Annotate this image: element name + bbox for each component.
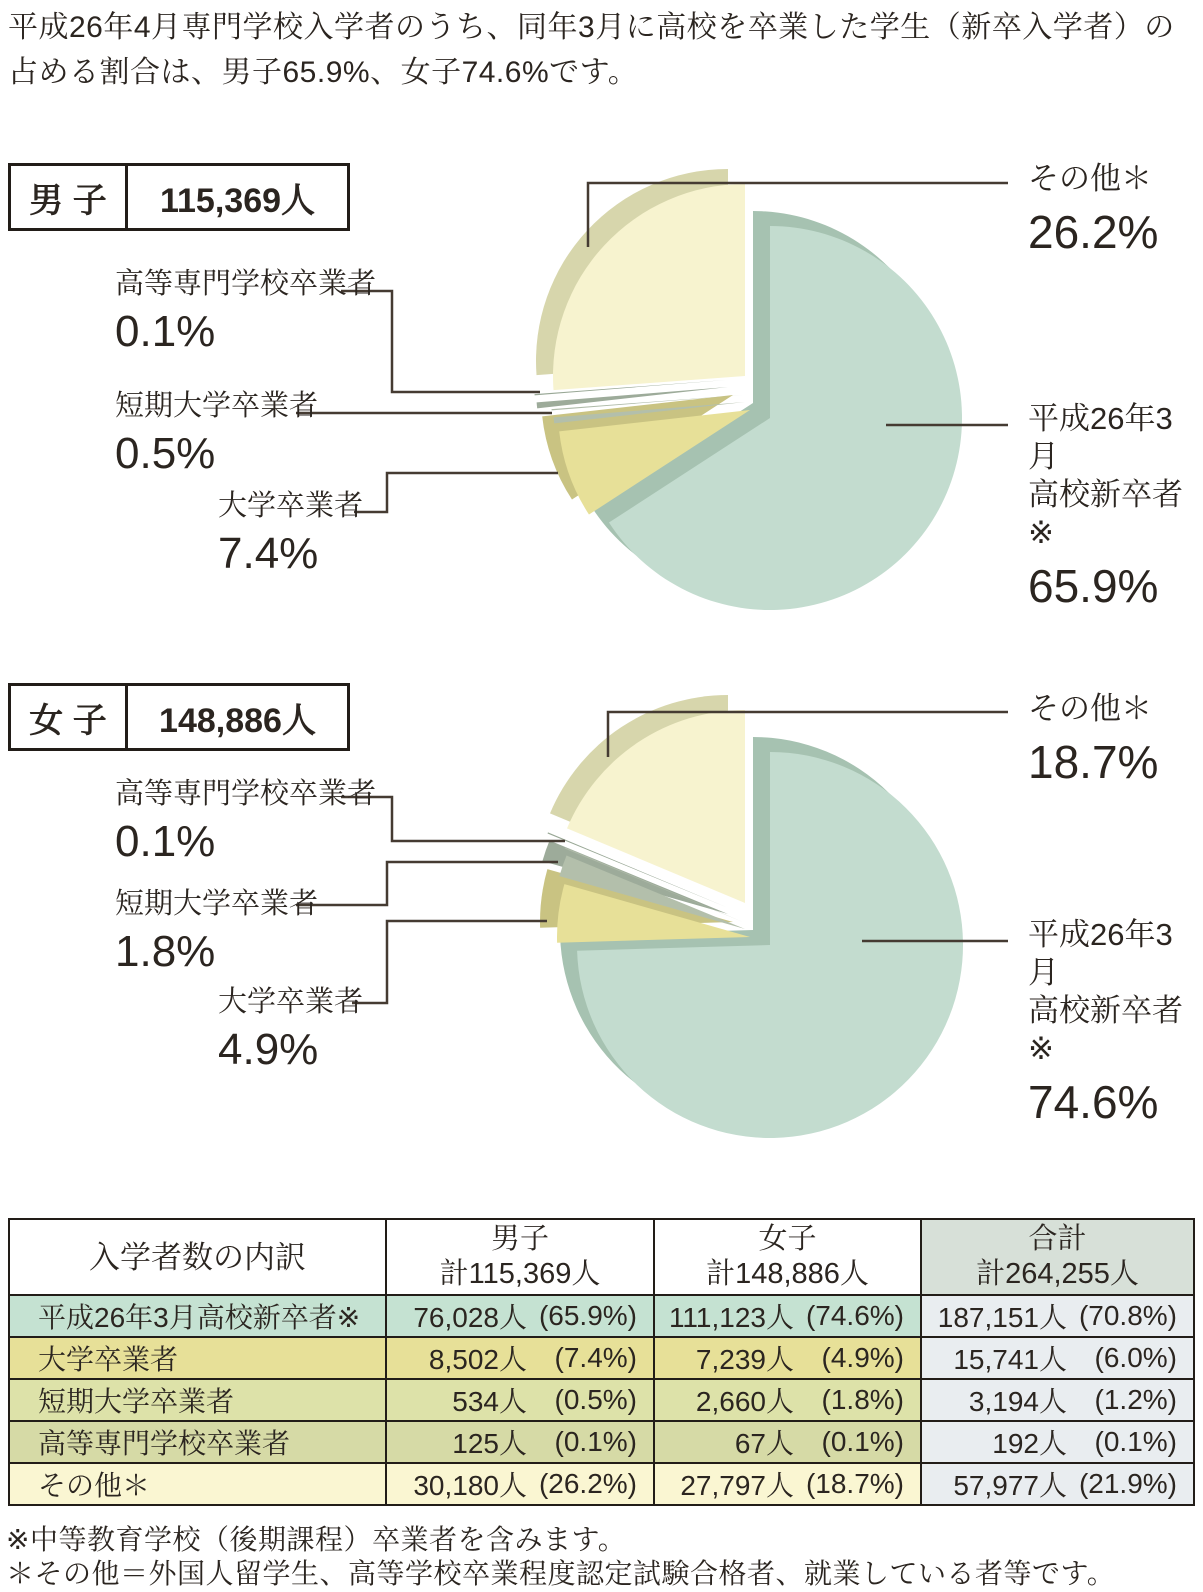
female-callout-tandai-value: 1.8%	[115, 927, 216, 977]
row1-total-count: 15,741人	[953, 1344, 1067, 1375]
female-callout-daigaku	[218, 986, 363, 1076]
female-callout-shinsotsu-value: 74.6%	[1028, 1076, 1159, 1128]
table-row-daigaku	[9, 1337, 1194, 1379]
row2-female-pct: (1.8%)	[821, 1384, 904, 1415]
row2-female	[654, 1379, 921, 1421]
row1-male-pct: (7.4%)	[554, 1342, 637, 1373]
row0-label: 平成26年3月高校新卒者※	[9, 1295, 386, 1337]
row1-male	[386, 1337, 654, 1379]
row1-total	[921, 1337, 1194, 1379]
male-callout-kosen-value: 0.1%	[115, 307, 216, 357]
row1-female-pct: (4.9%)	[821, 1342, 904, 1373]
row0-male	[386, 1295, 654, 1337]
female-callout-shinsotsu-line2: 高校新卒者※	[1028, 993, 1183, 1066]
row2-total-count: 3,194人	[968, 1386, 1067, 1417]
row0-total-pct: (70.8%)	[1078, 1300, 1177, 1331]
female-callout-daigaku-label: 大学卒業者	[218, 986, 364, 1018]
row4-female-count: 27,797人	[680, 1470, 794, 1501]
row1-male-count: 8,502人	[428, 1344, 527, 1375]
female-callout-tandai-label: 短期大学卒業者	[115, 888, 319, 920]
row0-total	[921, 1295, 1194, 1337]
row3-female-count: 67人	[734, 1428, 794, 1459]
table-header-male	[386, 1219, 654, 1295]
row2-male	[386, 1379, 654, 1421]
female-callout-shinsotsu	[1028, 916, 1203, 1129]
row3-female	[654, 1421, 921, 1463]
male-callout-tandai-value: 0.5%	[115, 429, 216, 479]
row0-female	[654, 1295, 921, 1337]
row0-total-count: 187,151人	[937, 1302, 1067, 1333]
table-header-female	[654, 1219, 921, 1295]
male-callout-sonota	[1028, 160, 1158, 259]
male-leader-daigaku	[354, 473, 558, 512]
row4-male	[386, 1463, 654, 1505]
row4-male-count: 30,180人	[413, 1470, 527, 1501]
row2-female-count: 2,660人	[695, 1386, 794, 1417]
male-callout-daigaku-label: 大学卒業者	[218, 490, 364, 522]
table-header-female-total: 計148,886人	[706, 1258, 869, 1290]
male-callout-daigaku-value: 7.4%	[218, 529, 319, 579]
male-callout-tandai-label: 短期大学卒業者	[115, 390, 319, 422]
table-header-total	[921, 1219, 1194, 1295]
row3-female-pct: (0.1%)	[821, 1426, 904, 1457]
row2-total-pct: (1.2%)	[1094, 1384, 1177, 1415]
table-row-tandai	[9, 1379, 1194, 1421]
row2-total	[921, 1379, 1194, 1421]
pie-slice-その他＊	[553, 184, 745, 390]
row4-male-pct: (26.2%)	[538, 1468, 637, 1499]
row3-total-count: 192人	[992, 1428, 1067, 1459]
row0-male-count: 76,028人	[413, 1302, 527, 1333]
row0-male-pct: (65.9%)	[538, 1300, 637, 1331]
row1-female-count: 7,239人	[695, 1344, 794, 1375]
table-corner-cell: 入学者数の内訳	[9, 1219, 386, 1295]
row4-label: その他＊	[9, 1463, 386, 1505]
male-callout-kosen-label: 高等専門学校卒業者	[115, 268, 377, 300]
female-leader-tandai	[296, 862, 558, 905]
row1-label: 大学卒業者	[9, 1337, 386, 1379]
male-callout-shinsotsu	[1028, 400, 1203, 613]
row0-female-count: 111,123人	[668, 1302, 794, 1333]
row3-male-pct: (0.1%)	[554, 1426, 637, 1457]
row3-total-pct: (0.1%)	[1094, 1426, 1177, 1457]
female-callout-sonota	[1028, 690, 1158, 789]
male-group-label: 男 子	[11, 166, 128, 228]
table-row-kosen	[9, 1421, 1194, 1463]
footnote-2: ＊その他＝外国人留学生、高等学校卒業程度認定試験合格者、就業している者等です。	[6, 1558, 1116, 1589]
female-leader-daigaku	[352, 921, 547, 1003]
row4-total-count: 57,977人	[953, 1470, 1067, 1501]
table-header-total-title: 合計	[1028, 1223, 1087, 1255]
table-header-row	[9, 1219, 1194, 1295]
row3-total	[921, 1421, 1194, 1463]
table-row-sonota	[9, 1463, 1194, 1505]
row3-male	[386, 1421, 654, 1463]
table-header-male-total: 計115,369人	[439, 1258, 601, 1290]
row4-female-pct: (18.7%)	[805, 1468, 904, 1499]
footnote-1: ※中等教育学校（後期課程）卒業者を含みます。	[6, 1524, 627, 1555]
male-callout-shinsotsu-line1: 平成26年3月	[1028, 401, 1173, 474]
male-group-total: 115,369人	[159, 181, 316, 220]
row2-male-pct: (0.5%)	[554, 1384, 637, 1415]
male-callout-kosen	[115, 268, 376, 358]
male-callout-shinsotsu-value: 65.9%	[1028, 560, 1159, 612]
female-callout-sonota-value: 18.7%	[1028, 736, 1159, 788]
row2-male-count: 534人	[452, 1386, 527, 1417]
female-callout-sonota-label: その他＊	[1028, 691, 1152, 726]
table-header-total-total: 計264,255人	[976, 1258, 1139, 1290]
row1-total-pct: (6.0%)	[1094, 1342, 1177, 1373]
female-callout-daigaku-value: 4.9%	[218, 1025, 319, 1075]
row3-label: 高等専門学校卒業者	[9, 1421, 386, 1463]
female-callout-kosen-value: 0.1%	[115, 817, 216, 867]
female-callout-tandai	[115, 888, 318, 978]
table-row-shinsotsu	[9, 1295, 1194, 1337]
female-callout-kosen-label: 高等専門学校卒業者	[115, 778, 377, 810]
table-header-male-title: 男子	[490, 1223, 549, 1255]
female-group-total: 148,886人	[159, 701, 316, 740]
row1-female	[654, 1337, 921, 1379]
table-header-female-title: 女子	[758, 1223, 817, 1255]
male-callout-tandai	[115, 390, 318, 480]
row3-male-count: 125人	[452, 1428, 527, 1459]
male-callout-shinsotsu-line2: 高校新卒者※	[1028, 477, 1183, 550]
female-group-label: 女 子	[11, 686, 128, 748]
row4-total	[921, 1463, 1194, 1505]
female-callout-kosen	[115, 778, 376, 868]
male-callout-sonota-label: その他＊	[1028, 161, 1152, 196]
row2-label: 短期大学卒業者	[9, 1379, 386, 1421]
male-callout-daigaku	[218, 490, 363, 580]
intro-text: 平成26年4月専門学校入学者のうち、同年3月に高校を卒業した学生（新卒入学者）の占める割合は、男子65.9%、女子74.6%です。	[8, 11, 1175, 89]
row4-total-pct: (21.9%)	[1078, 1468, 1177, 1499]
row4-female	[654, 1463, 921, 1505]
row0-female-pct: (74.6%)	[805, 1300, 904, 1331]
breakdown-table	[8, 1218, 1195, 1506]
female-callout-shinsotsu-line1: 平成26年3月	[1028, 917, 1173, 990]
male-callout-sonota-value: 26.2%	[1028, 206, 1159, 258]
